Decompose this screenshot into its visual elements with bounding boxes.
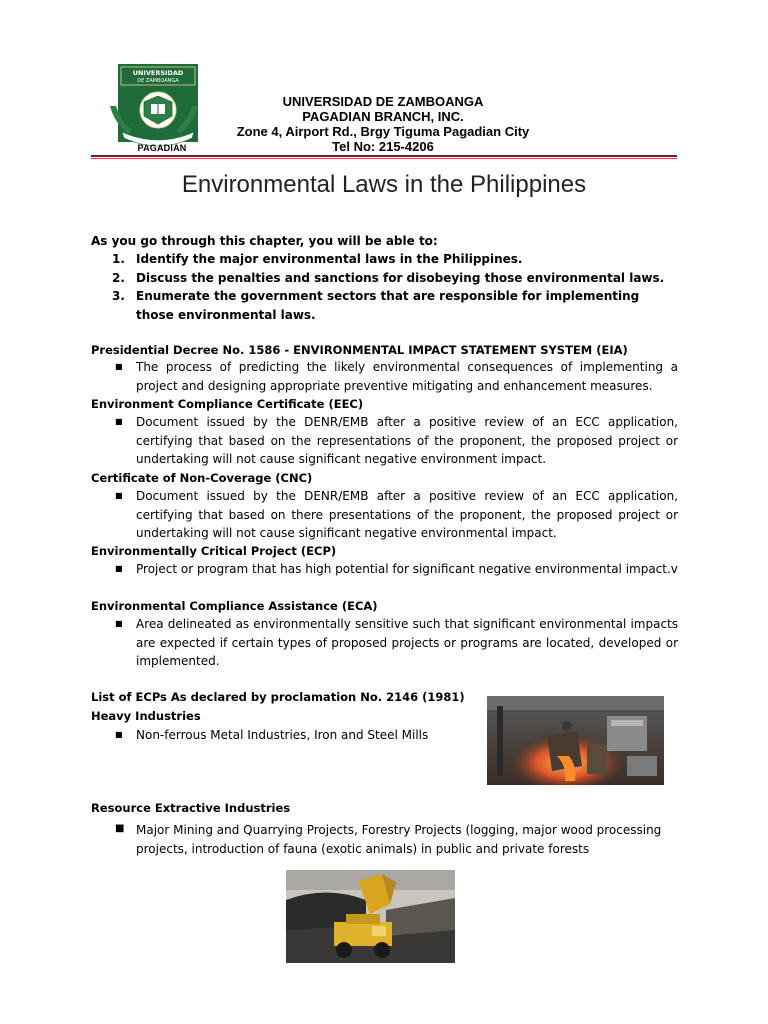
school-address: Zone 4, Airport Rd., Brgy Tiguma Pagadian City xyxy=(236,124,530,139)
heavy-industries-heading: Heavy Industries xyxy=(91,709,201,723)
resource-extractive-heading: Resource Extractive Industries xyxy=(91,801,291,815)
objectives-list xyxy=(112,250,680,324)
svg-text:UNIVERSIDAD: UNIVERSIDAD xyxy=(132,69,184,77)
bullet-square-icon: ■ xyxy=(115,564,123,573)
document-title: Environmental Laws in the Philippines xyxy=(181,171,587,198)
steel-mill-photo xyxy=(487,696,664,785)
bullet-text: Area delineated as environmentally sensitive such that significant environmental impacts are expected if certain types of proposed projects or programs are located, developed or implemented. xyxy=(136,617,678,668)
bullet-square-icon: ■ xyxy=(115,362,123,371)
branch-name: PAGADIAN BRANCH, INC. xyxy=(302,109,464,124)
section-heading-eca: Environmental Compliance Assistance (ECA) xyxy=(91,599,378,613)
bullet-text: Non-ferrous Metal Industries, Iron and Steel Mills xyxy=(136,728,429,742)
section-bullet-cnc xyxy=(112,487,678,543)
header-divider-thin xyxy=(91,158,677,159)
objective-item xyxy=(112,250,680,269)
objective-number: 1. xyxy=(112,252,125,266)
university-seal-logo xyxy=(108,62,200,156)
bullet-square-icon: ■ xyxy=(115,619,123,628)
bullet-square-icon: ■ xyxy=(115,823,125,834)
objective-item xyxy=(112,269,680,288)
section-bullet-ecc xyxy=(112,413,678,469)
section-heading-ecp: Environmentally Critical Project (ECP) xyxy=(91,544,337,558)
section-heading-cnc: Certificate of Non-Coverage (CNC) xyxy=(91,471,313,485)
bullet-text: Project or program that has high potential for significant negative environmental impact.v xyxy=(136,562,678,576)
objective-text: Discuss the penalties and sanctions for disobeying those environmental laws. xyxy=(136,270,665,285)
section-heading-ecc: Environment Compliance Certificate (EEC) xyxy=(91,397,364,411)
bullet-text: The process of predicting the likely environmental consequences of implementing a project and designing appropriate preventive mitigating and enhancement measures. xyxy=(136,360,678,393)
bullet-square-icon: ■ xyxy=(115,417,123,426)
svg-text:DE ZAMBOANGA: DE ZAMBOANGA xyxy=(137,78,179,84)
header-divider xyxy=(91,155,677,157)
resource-extractive-bullet xyxy=(112,821,678,858)
section-bullet-eia xyxy=(112,358,678,395)
mining-truck-photo xyxy=(286,870,455,963)
bullet-text: Document issued by the DENR/EMB after a positive review of an ECC application, certifying that based on the representations of the proponent, the proposed project or undertaking will not cause significant negative environment impact. xyxy=(136,415,678,466)
logo-branch-label: PAGADIAN xyxy=(137,143,187,153)
bullet-text: Major Mining and Quarrying Projects, Forestry Projects (logging, major wood processing projects, introduction of fauna (exotic animals) in public and private forests xyxy=(136,823,662,856)
ecp-list-heading: List of ECPs As declared by proclamation No. 2146 (1981) xyxy=(91,690,465,704)
objective-number: 3. xyxy=(112,289,125,303)
heavy-industries-bullet xyxy=(112,726,482,745)
bullet-square-icon: ■ xyxy=(115,730,123,739)
school-name: UNIVERSIDAD DE ZAMBOANGA xyxy=(282,94,484,109)
section-heading-eia: Presidential Decree No. 1586 - ENVIRONMENTAL IMPACT STATEMENT SYSTEM (EIA) xyxy=(91,343,628,357)
intro-text: As you go through this chapter, you will be able to: xyxy=(91,234,438,248)
section-bullet-eca xyxy=(112,615,678,671)
objective-text: Identify the major environmental laws in the Philippines. xyxy=(136,252,523,266)
letterhead xyxy=(200,94,566,154)
bullet-text: Document issued by the DENR/EMB after a positive review of an ECC application, certifying that based on there presentations of the proponent, the proposed project or undertaking will not cause significant negative environmental impact. xyxy=(136,489,678,540)
school-telephone: Tel No: 215-4206 xyxy=(332,139,434,154)
objective-text: Enumerate the government sectors that are responsible for implementing those environmental laws. xyxy=(136,289,640,322)
objective-number: 2. xyxy=(112,270,125,285)
bullet-square-icon: ■ xyxy=(115,491,123,500)
objective-item xyxy=(112,287,680,324)
section-bullet-ecp xyxy=(112,560,678,579)
